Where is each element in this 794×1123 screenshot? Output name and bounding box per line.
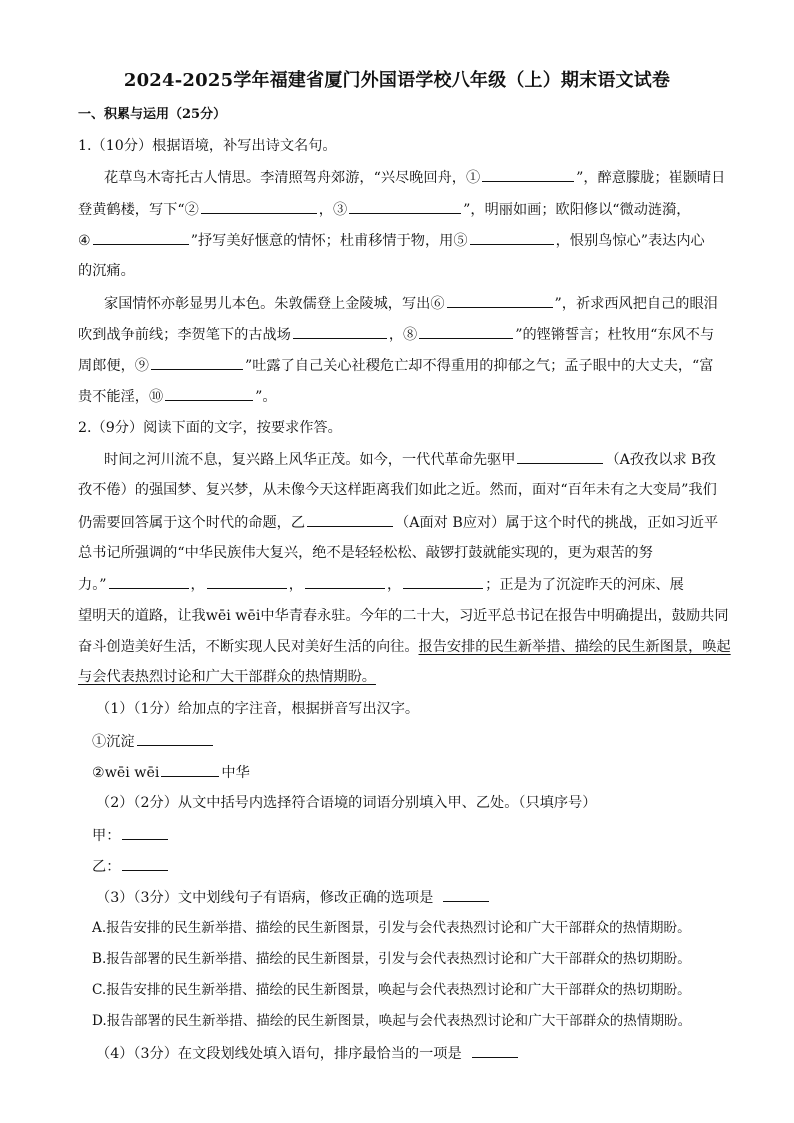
q1-line: 的沉痛。 [78,263,135,279]
subquestion-3: （3）（3分）文中划线句子有语病，修改正确的选项是 [96,887,491,908]
answer-blank [472,1043,518,1058]
answer-blank [122,856,168,871]
q2-line: 奋斗创造美好生活，不断实现人民对美好生活的向往。报告安排的民生新举措、描绘的民生新图景，唤起 [78,639,731,655]
subquestion-1: （1）（1分）给加点的字注音，根据拼音写出汉字。 [96,701,420,717]
underlined-sentence: 报告安排的民生新举措、描绘的民生新图景，唤起 [418,639,731,655]
answer-blank [349,199,461,214]
answer-blank [137,731,213,746]
subquestion-2a: 甲： [92,825,170,846]
answer-blank [109,574,189,589]
q2-line: 力。” ， ， ， ；正是为了沉淀昨天的河床、展 [78,574,684,595]
answer-blank [482,167,574,182]
answer-blank [419,324,513,339]
answer-blank [305,574,385,589]
option-b: B.报告部署的民生新举措、描绘的民生新图景，引发与会代表热烈讨论和广大干部群众的热切期盼。 [92,951,691,967]
option-d: D.报告部署的民生新举措、描绘的民生新图景，唤起与会代表热烈讨论和广大干部群众的热情期盼。 [92,1013,692,1029]
subquestion-2b: 乙： [92,856,170,877]
q1-line: ④ ”抒写美好惬意的情怀；杜甫移情于物，用⑤ ，恨别鸟惊心”表达内心 [78,230,705,251]
answer-blank [403,574,483,589]
q1-line: 登黄鹤楼，写下“② ，③ ”，明丽如画；欧阳修以“微动涟漪， [78,199,690,220]
answer-blank [517,449,603,464]
answer-blank [165,386,253,401]
q1-line: 贵不能淫，⑩ ”。 [78,386,277,407]
answer-blank [443,887,489,902]
q2-line: 仍需要回答属于这个时代的命题，乙 （A面对 B应对）属于这个时代的挑战，正如习近平 [78,512,718,533]
subquestion-4: （4）（3分）在文段划线处填入语句，排序最恰当的一项是 [96,1043,520,1064]
answer-blank [122,825,168,840]
q1-line: 花草鸟木寄托古人情思。李清照驾舟郊游，“兴尽晚回舟，① ”，醉意朦胧；崔颢晴日 [104,167,725,188]
q2-line: 孜不倦）的强国梦、复兴梦，从未像今天这样距离我们如此之近。然而，面对“百年未有之大变局”我们 [78,482,717,498]
q1-line: 家国情怀亦彰显男儿本色。朱敦儒登上金陵城，写出⑥ ”，祈求西风把自己的眼泪 [104,293,718,314]
answer-blank [151,355,243,370]
answer-blank [201,199,317,214]
answer-blank [161,762,219,777]
q1-line: 吹到战争前线；李贺笔下的古战场 ，⑧ ”的铿锵誓言；杜牧用“东风不与 [78,324,714,345]
q2-line: 望明天的道路，让我wēi wēi中华青春永驻。今年的二十大，习近平总书记在报告中明确提出，鼓励共同 [78,608,729,624]
q1-line: 周郎便，⑨ ”吐露了自己关心社稷危亡却不得重用的抑郁之气；孟子眼中的大丈夫，“富 [78,355,713,376]
answer-blank [93,230,189,245]
answer-blank [447,293,553,308]
subquestion-1b: ②wēi wēi 中华 [92,762,250,783]
subquestion-1a: ①沉淀 [92,731,215,752]
answer-blank [293,324,387,339]
option-c: C.报告安排的民生新举措、描绘的民生新图景，唤起与会代表热烈讨论和广大干部群众的热切期盼。 [92,982,691,998]
q2-line: 时间之河川流不息，复兴路上风华正茂。如今，一代代革命先驱甲 （A孜孜以求 B孜 [104,449,716,470]
underlined-sentence: 与会代表热烈讨论和广大干部群众的热情期盼。 [78,669,376,685]
answer-blank [307,512,393,527]
question-1-heading: 1.（10分）根据语境，补写出诗文名句。 [78,138,337,154]
answer-blank [207,574,287,589]
subquestion-2: （2）（2分）从文中括号内选择符合语境的词语分别填入甲、乙处。（只填序号） [96,795,597,811]
answer-blank [470,230,554,245]
page-title: 2024-2025学年福建省厦门外国语学校八年级（上）期末语文试卷 [123,70,671,91]
option-a: A.报告安排的民生新举措、描绘的民生新图景，引发与会代表热烈讨论和广大干部群众的热情期盼。 [92,920,691,936]
section-heading: 一、积累与运用（25分） [78,107,227,122]
q2-line: 总书记所强调的“中华民族伟大复兴，绝不是轻轻松松、敲锣打鼓就能实现的，更为艰苦的努 [78,545,653,561]
question-2-heading: 2.（9分）阅读下面的文字，按要求作答。 [78,420,342,436]
